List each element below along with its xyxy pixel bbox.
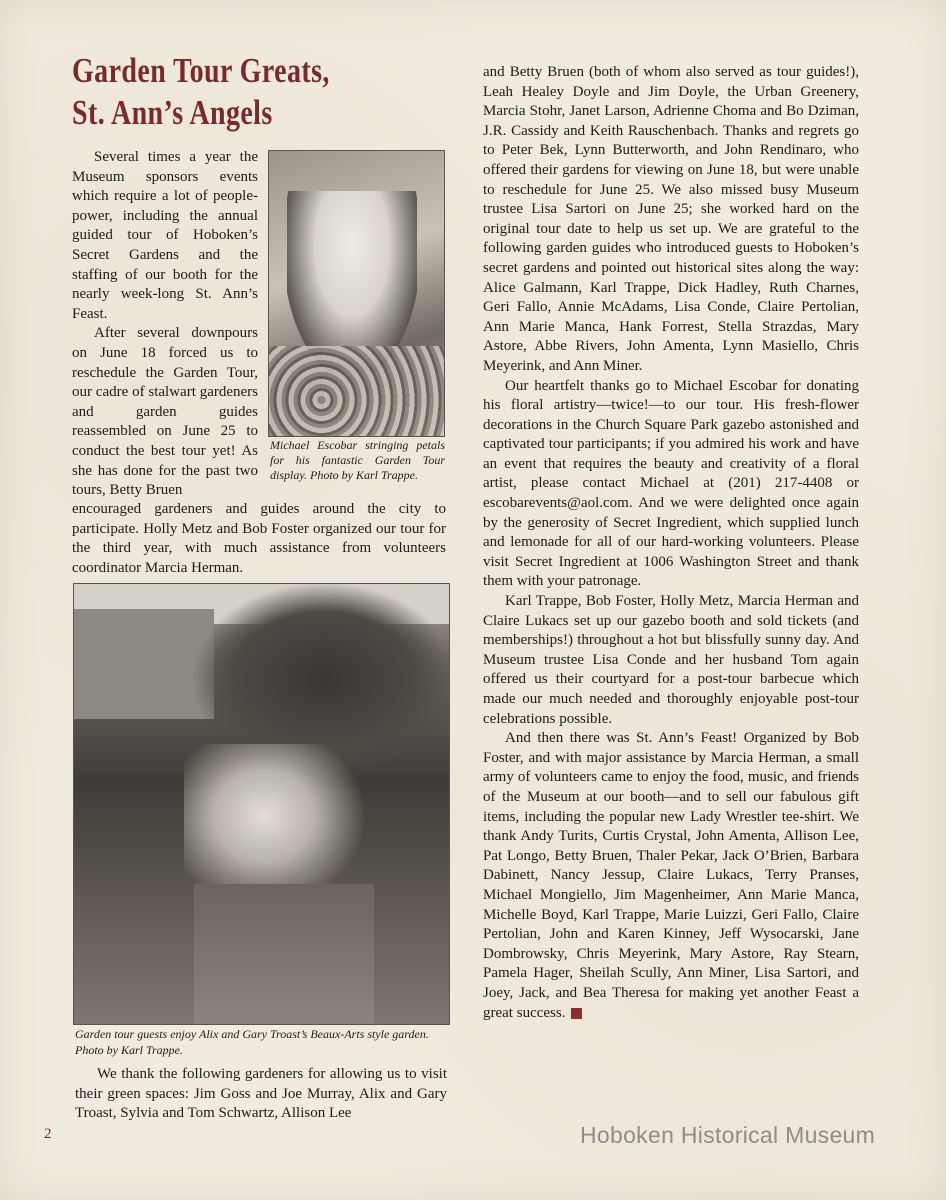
paragraph-reschedule: After several downpours on June 18 forced us to reschedule the Garden Tour, our cadre of stalwart gardeners and garden guides reassembled on June 25 to conduct the best tour yet! As she has done for the past two tours, Betty Bruen [72,325,258,499]
left-wrap-column [72,148,258,501]
paragraph-gazebo: Karl Trappe, Bob Foster, Holly Metz, Marcia Herman and Claire Lukacs set up our gazebo booth and sold tickets (and memberships!) throughout a hot but blissfully sunny day. And Museum trustee Lisa Conde and her husband Tom again offered us their courtyard for a post-tour barbecue which made our much needed and thoroughly enjoyable post-tour celebrations possible. [483,593,859,727]
paragraph-escobar: Our heartfelt thanks go to Michael Escobar for donating his floral artistry—twice!—to our tour. His fresh-flower decorations in the Church Square Park gazebo astonished and captivated tour participants; if you admired his work and have an event that requires the beauty and creativity of a floral artist, please contact Michael at (201) 217-4408 or escobarevents@aol.com. And we were delighted once again by the generosity of Secret Ingredient, which supplied lunch and lemonade for all of our hard-working volunteers. Please visit Secret Ingredient at 1006 Washington Street and thank them with your patronage. [483,377,859,590]
page-number: 2 [44,1126,52,1142]
paragraph-organizers: encouraged gardeners and guides around the city to participate. Holly Metz and Bob Foster organized our tour for the third year, with much assistance from volunteers coordinator Marcia Herman. [72,501,446,576]
photo-troast-garden [73,583,450,1025]
article-headline [72,50,376,134]
paragraph-intro: Several times a year the Museum sponsors events which require a lot of people-power, including the annual guided tour of Hoboken’s Secret Gardens and the staffing of our booth for the nearly week-long St. Ann’s Feast. [72,149,258,322]
headline-line-2: St. Ann’s Angels [72,93,273,132]
photo-garden-path [194,884,374,1024]
left-continued-text [72,500,446,578]
photo-petals [269,346,444,436]
paragraph-feast [483,729,859,1023]
caption-photo-2: Garden tour guests enjoy Alix and Gary Troast’s Beaux-Arts style garden. Photo by Karl Trappe. [75,1027,429,1057]
end-mark-icon [571,1008,582,1019]
right-column [483,63,859,1023]
paragraph-gardeners: We thank the following gardeners for allowing us to visit their green spaces: Jim Goss and Joe Murray, Alix and Gary Troast, Sylvia and Tom Schwartz, Allison Lee [75,1066,447,1122]
left-bottom-text [75,1065,447,1124]
paragraph-thanks-guides: and Betty Bruen (both of whom also served as tour guides!), Leah Healey Doyle and Jim Doyle, the Urban Greenery, Marcia Stohr, Janet Larson, Adrienne Choma and Bo Dziman, J.R. Cassidy and Keith Rauschenbach. Thanks and regrets go to Peter Bek, Lynn Butterworth, and John Rendinaro, who offered their gardens for viewing on June 18, but were unable to reschedule for June 25. We also missed busy Museum trustee Lisa Sartori on June 25; she worked hard on the original tour date to help us set up. We are grateful to the following garden guides who introduced guests to Hoboken’s secret gardens and pointed out historical sites along the way: Alice Galmann, Karl Trappe, Dick Hadley, Ruth Charnes, Geri Fallo, Annie McAdams, Lisa Conde, Claire Pertolian, Ann Marie Manca, Hank Forrest, Stella Strazdas, Mary Astore, Abbe Rivers, John Amenta, Lynn Masiello, Chris Meyerink, and Ann Miner. [483,64,859,374]
headline-line-1: Garden Tour Greats, [72,51,330,90]
watermark: Hoboken Historical Museum [580,1122,876,1148]
photo-building [74,609,214,719]
feast-text: And then there was St. Ann’s Feast! Organized by Bob Foster, and with major assistance by Marcia Herman, a small army of volunteers came to enjoy the food, music, and friends of the Museum at our booth—and to sell our fabulous gift items, including the popular new Lady Wrestler tee-shirt. We thank Andy Turits, Curtis Crystal, John Amenta, Allison Lee, Pat Longo, Betty Bruen, Thaler Pekar, Jack O’Brien, Barbara Dabinett, Nancy Jessup, Claire Lukacs, Terry Pranses, Michael Mongiello, Jim Magenheimer, Ann Marie Manca, Michelle Boyd, Karl Trappe, Marie Luizzi, Geri Fallo, Claire Pertolian, John and Karen Kinney, Jeff Wysocarski, Jane Dombrowsky, Chris Meyerink, Mary Astore, Ray Stearn, Pamela Hager, Sheilah Scully, Ann Miner, Lisa Sartori, and Joey, Jack, and Bea Theresa for making yet another Feast a great success. [483,730,859,1021]
photo-michael-escobar [268,150,445,437]
photo-figure [287,191,417,371]
caption-photo-1: Michael Escobar stringing petals for his fantastic Garden Tour display. Photo by Karl Trappe. [270,438,445,482]
